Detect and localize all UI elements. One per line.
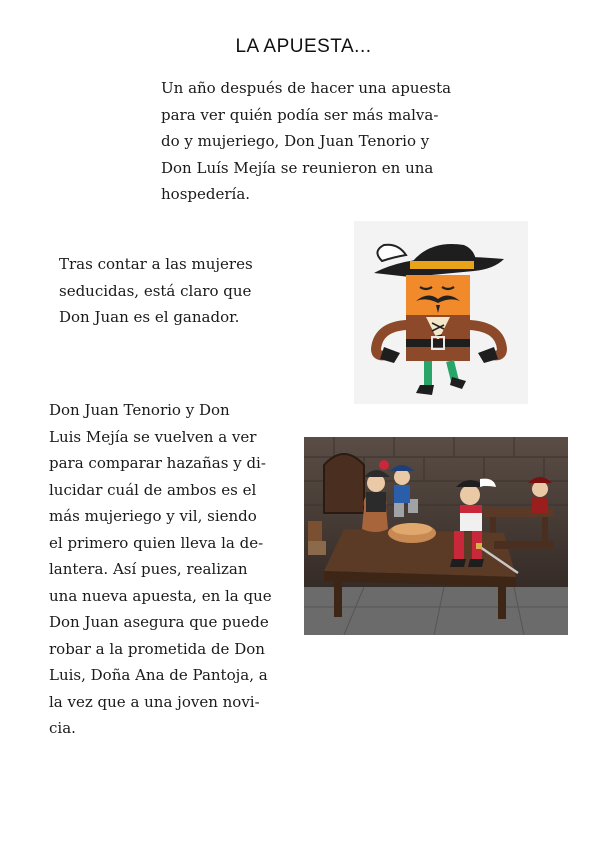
text-line: Don Luís Mejía se reunieron en una (161, 158, 434, 177)
text-line: Tras contar a las mujeres (59, 255, 253, 273)
text-line: una nueva apuesta, en la que (49, 586, 272, 605)
text-line: Un año después de hacer una apuesta (161, 79, 452, 97)
text-line: el primero quien lleva la de- (49, 533, 264, 552)
text-line: Don Juan Tenorio y Don (49, 401, 230, 419)
paragraph-intro (161, 75, 451, 208)
text-line: cia. (49, 719, 76, 737)
text-line: Luis, Doña Ana de Pantoja, a (49, 666, 268, 684)
paragraph-new-bet (49, 397, 272, 742)
text-line: la vez que a una joven novi- (49, 692, 260, 711)
text-line: para ver quién podía ser más malva- (161, 105, 439, 124)
text-line: robar a la prometida de Don (49, 639, 265, 658)
text-line: Don Juan es el ganador. (59, 308, 240, 326)
text-line: lucidar cuál de ambos es el (49, 480, 257, 499)
text-line: lantera. Así pues, realizan (49, 560, 248, 578)
text-line: para comparar hazañas y di- (49, 454, 266, 472)
text-line: seducidas, está claro que (59, 281, 252, 300)
text-line: más mujeriego y vil, siendo (49, 507, 257, 525)
paragraph-winner (59, 251, 253, 331)
text-line: Don Juan asegura que puede (49, 613, 269, 631)
playmobil-tavern-photo (304, 437, 568, 635)
text-line: do y mujeriego, Don Juan Tenorio y (161, 132, 430, 150)
text-line: Luis Mejía se vuelven a ver (49, 427, 257, 446)
page-title: LA APUESTA... (235, 36, 372, 57)
don-juan-cartoon-image (354, 221, 528, 404)
text-line: hospedería. (161, 185, 251, 203)
